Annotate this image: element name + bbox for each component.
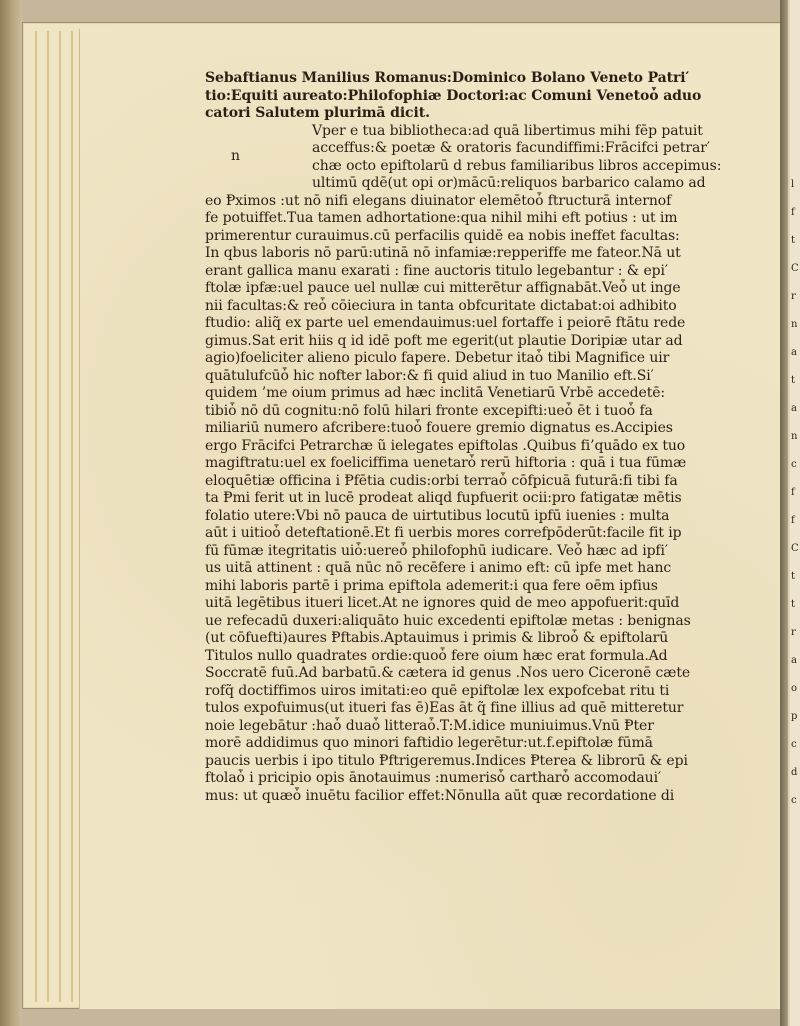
- text-line: primerentur curauimus.cū perfacilis quidē ea nobis ineffet facultas:: [205, 227, 680, 244]
- text-line: noie legebātur :haȱ duaȱ litteraȱ.T:M.idice muniuimus.Vnū Ᵽter: [205, 717, 654, 734]
- facing-page-glyph: n: [791, 319, 798, 330]
- text-line: ftolæ ipfæ:uel pauce uel nullæ cui mitterētur affignabāt.Veȱ ut inge: [205, 280, 681, 296]
- facing-page-glyph: t: [791, 375, 796, 386]
- page-edge-line: [47, 31, 49, 1002]
- facing-page-glyph: r: [791, 291, 796, 302]
- facing-page-glyph: c: [791, 459, 797, 470]
- heading-line: tio:Equiti aureato:Philofophiæ Doctori:ac Comuni Venetoȱ aduo: [205, 87, 702, 104]
- text-line: Vper e tua bibliotheca:ad quā libertimus mihi fēp patuit: [312, 122, 703, 139]
- marginal-note: n: [231, 148, 241, 164]
- text-line: quidem ’me oium primus ad hæc inclitā Venetiarū Vrbē accedetē:: [205, 385, 666, 401]
- facing-page-glyph: l: [791, 179, 795, 190]
- text-line: ultimū qdē(ut opi or)mācū:reliquos barbarico calamo ad: [312, 175, 706, 191]
- text-line: agio)foeliciter alieno piculo fapere. Debetur itaȱ tibi Magnifice uir: [205, 350, 670, 366]
- text-line: ta Ᵽmi ferit ut in lucē prodeat aliqd fupfuerit ocii:pro fatigatæ mētis: [205, 490, 682, 506]
- text-line: gimus.Sat erit hiis q id idē poft me egerit(ut plautie Doripiæ utar ad: [205, 332, 683, 349]
- text-line: nii facultas:& reȱ cōieciura in tanta obfcuritate dictabat:oi adhibito: [205, 297, 677, 314]
- binding-shadow: [780, 0, 788, 1026]
- text-line: Titulos nullo quadrates ordie:quoȱ fere oium hæc erat formula.Ad: [205, 647, 668, 664]
- facing-page-glyph: f: [791, 207, 795, 218]
- text-line: folatio utere:Vbi nō pauca de uirtutibus locutū ipfū iuenies : multa: [205, 507, 670, 524]
- text-line: eo Ᵽximos :ut nō nifi elegans diuinator elemētoȱ ftructurā internof: [205, 192, 672, 209]
- book-edge-left: [0, 0, 22, 1026]
- text-line: ftolaȱ i pricipio opis ānotauimus :numerisȱ cartharȱ accomodaui′: [205, 770, 662, 786]
- text-line: tibiȱ nō dū cognitu:nō folū hilari fronte excepifti:ueȱ ēt i tuoȱ fa: [205, 402, 653, 419]
- text-line: us uitā attinent : quā nūc nō recēfere i animo eft: cū ipfe met hanc: [205, 560, 672, 576]
- facing-page-glyph: t: [791, 571, 796, 582]
- facing-page-glyphs: [790, 0, 800, 1026]
- text-line: erant gallica manu exarati : fine auctoris titulo legebantur : & epi′: [205, 262, 668, 279]
- text-line: fū fūmæ itegritatis uiȱ:uereȱ philofophū iudicare. Veȱ hæc ad ipfi′: [205, 542, 668, 559]
- facing-page-glyph: r: [791, 627, 796, 638]
- facing-page-glyph: f: [791, 487, 795, 498]
- facing-page-glyph: a: [791, 347, 797, 358]
- text-line: uitā legētibus itueri licet.At ne ignores quid de meo appofuerit:quīd: [205, 595, 680, 611]
- facing-page-glyph: o: [791, 683, 798, 694]
- facing-page-glyph: c: [791, 739, 797, 750]
- facing-page-glyph: n: [791, 431, 798, 442]
- text-line: morē addidimus quo minori faftidio legerētur:ut.f.epiftolæ fūmā: [205, 735, 653, 751]
- heading-line: catori Salutem plurimā dicit.: [205, 105, 430, 121]
- text-line: acceffus:& poetæ & oratoris facundiffimi:Frācifci petrar′: [312, 140, 710, 156]
- page-edge-line: [35, 31, 37, 1002]
- text-line: fe potuiffet.Tua tamen adhortatione:qua nihil mihi eft potius : ut im: [205, 210, 678, 226]
- text-line: magiftratu:uel ex foeliciffima uenetarȱ rerū hiftoria : quā i tua fūmæ: [205, 455, 687, 471]
- page-edge-line: [71, 31, 73, 1002]
- text-line: ergo Frācifci Petrarchæ ũ ielegates epiftolas .Quibus fi’quādo ex tuo: [205, 437, 686, 454]
- page-edge-line: [59, 31, 61, 1002]
- heading-line: Sebaftianus Manilius Romanus:Dominico Bolano Veneto Patri′: [205, 70, 690, 86]
- text-line: ftudio: aliq̃ ex parte uel emendauimus:uel fortaffe i peiorē ftātu rede: [205, 315, 686, 331]
- text-line: mus: ut quæȱ inuētu facilior effet:Nōnulla aūt quæ recordatione di: [205, 787, 675, 804]
- text-line: chæ octo epiftolarū d rebus familiaribus libros accepimus:: [312, 157, 722, 174]
- text-line: aūt i uitioȱ deteftationē.Et fi uerbis mores correfpōderūt:facile fit ip: [205, 525, 682, 541]
- body-text: [205, 70, 740, 805]
- facing-page-glyph: a: [791, 655, 797, 666]
- text-line: mihi laboris partē i prima epiftola ademerit:i qua fere oēm ipfius: [205, 577, 658, 594]
- text-line: Soccratē fuū.Ad barbatū.& cætera id genus .Nos uero Ciceronē cæte: [205, 665, 691, 681]
- text-line: quātulufcūȱ hic nofter labor:& fi quid aliud in tuo Manilio eft.Si′: [205, 367, 654, 384]
- facing-page-edge: [780, 0, 800, 1026]
- text-line: ue refecadū duxeri:aliquāto huic excedenti epiftolæ metas : benignas: [205, 612, 691, 629]
- facing-page-glyph: C: [791, 263, 799, 274]
- text-line: (ut cōfuefti)aures Ᵽftabis.Aptauimus i primis & libroȱ & epiftolarū: [205, 630, 669, 646]
- text-line: rofq̃ doctiffimos uiros imitati:eo quē epiftolæ lex expofcebat ritu ti: [205, 682, 670, 699]
- facing-page-glyph: d: [791, 767, 798, 778]
- facing-page-glyph: t: [791, 599, 796, 610]
- text-line: In qbus laboris nō parū:utinā nō infamiæ:repperiffe me fateor.Nā ut: [205, 245, 681, 261]
- text-line: miliariū numero afcribere:tuoȱ fouere gremio dignatus es.Accipies: [205, 420, 673, 436]
- facing-page-glyph: c: [791, 795, 797, 806]
- text-line: paucis uerbis i ipo titulo Ᵽftrigeremus.Indices Ᵽterea & librorū & epi: [205, 752, 688, 769]
- text-line: tulos expofuimus(ut itueri fas ē)Eas āt q̃ fine illius ad quē mitteretur: [205, 700, 684, 716]
- text-line: eloquētiæ officina i Ᵽfētia cudis:orbi terraȱ cōfpicuā futurā:fi tibi fa: [205, 472, 678, 489]
- facing-page-glyph: f: [791, 515, 795, 526]
- facing-page-glyph: a: [791, 403, 797, 414]
- facing-page-glyph: C: [791, 543, 799, 554]
- facing-page-glyph: p: [791, 711, 798, 722]
- facing-page-glyph: t: [791, 235, 796, 246]
